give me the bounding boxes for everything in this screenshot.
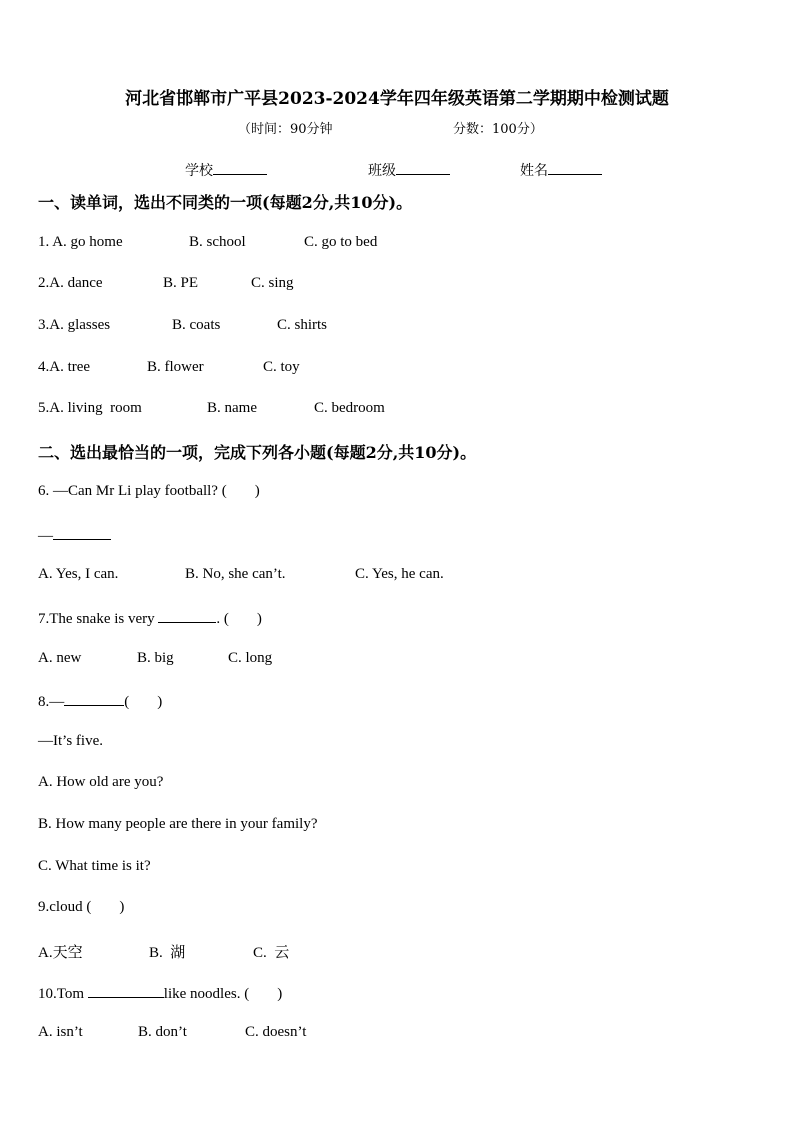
section2-heading: 二、选出最恰当的一项，完成下列各小题(每题2分,共10分)。	[38, 443, 477, 462]
class-field[interactable]	[368, 160, 450, 180]
name-blank[interactable]	[548, 160, 602, 175]
q7-b[interactable]: B. big	[137, 650, 174, 666]
q10-stem: 10.Tom like noodles. ( )	[38, 983, 282, 1003]
q9-c[interactable]: C. 云	[253, 945, 290, 961]
q8-reply: —It’s five.	[38, 733, 103, 749]
school-field[interactable]	[185, 160, 267, 180]
q10-a[interactable]: A. isn’t	[38, 1024, 83, 1040]
q5-c[interactable]: C. bedroom	[314, 400, 385, 416]
q8-stem: 8.— ( )	[38, 691, 162, 711]
q1-a[interactable]: 1. A. go home	[38, 234, 123, 250]
q1-b[interactable]: B. school	[189, 234, 246, 250]
name-field[interactable]	[520, 160, 602, 180]
q8-blank[interactable]	[64, 691, 124, 706]
school-blank[interactable]	[213, 160, 267, 175]
class-label: 班级	[368, 163, 396, 179]
q9-stem: 9.cloud ( )	[38, 899, 125, 915]
q3-a[interactable]: 3.A. glasses	[38, 317, 111, 333]
q7-blank[interactable]	[158, 608, 216, 623]
q6-b[interactable]: B. No, she can’t.	[185, 566, 286, 582]
q7-stem: 7.The snake is very . ( )	[38, 608, 262, 628]
q6-stem: 6. —Can Mr Li play football? ( )	[38, 483, 260, 499]
q2-b[interactable]: B. PE	[163, 275, 199, 291]
q7-c[interactable]: C. long	[228, 650, 273, 666]
q6-answer-line: —	[38, 525, 111, 545]
q2-a[interactable]: 2.A. dance	[38, 275, 103, 291]
exam-time: （时间：90分钟	[238, 122, 333, 137]
q6-c[interactable]: C. Yes, he can.	[355, 566, 444, 582]
page-title: 河北省邯郸市广平县2023-2024学年四年级英语第二学期期中检测试题	[125, 89, 669, 109]
q3-c[interactable]: C. shirts	[277, 317, 328, 333]
q10-b[interactable]: B. don’t	[138, 1024, 187, 1040]
q2-c[interactable]: C. sing	[251, 275, 294, 291]
q7-a[interactable]: A. new	[38, 650, 82, 666]
school-label: 学校	[185, 163, 213, 179]
name-label: 姓名	[520, 163, 548, 179]
q6-answer-blank[interactable]	[53, 525, 111, 540]
q9-b[interactable]: B. 湖	[149, 945, 186, 961]
q8-b[interactable]: B. How many people are there in your family?	[38, 816, 318, 832]
q1-c[interactable]: C. go to bed	[304, 234, 378, 250]
exam-score: 分数：100分）	[453, 122, 543, 137]
q5-a[interactable]: 5.A. living room	[38, 400, 142, 416]
q10-c[interactable]: C. doesn’t	[245, 1024, 307, 1040]
q5-b[interactable]: B. name	[207, 400, 257, 416]
class-blank[interactable]	[396, 160, 450, 175]
q4-a[interactable]: 4.A. tree	[38, 359, 91, 375]
q8-c[interactable]: C. What time is it?	[38, 858, 151, 874]
q3-b[interactable]: B. coats	[172, 317, 221, 333]
q8-a[interactable]: A. How old are you?	[38, 774, 164, 790]
q4-b[interactable]: B. flower	[147, 359, 204, 375]
q10-blank[interactable]	[88, 983, 164, 998]
q4-c[interactable]: C. toy	[263, 359, 300, 375]
q6-a[interactable]: A. Yes, I can.	[38, 566, 119, 582]
section1-heading: 一、读单词，选出不同类的一项(每题2分,共10分)。	[38, 193, 413, 212]
q9-a[interactable]: A.天空	[38, 945, 83, 961]
